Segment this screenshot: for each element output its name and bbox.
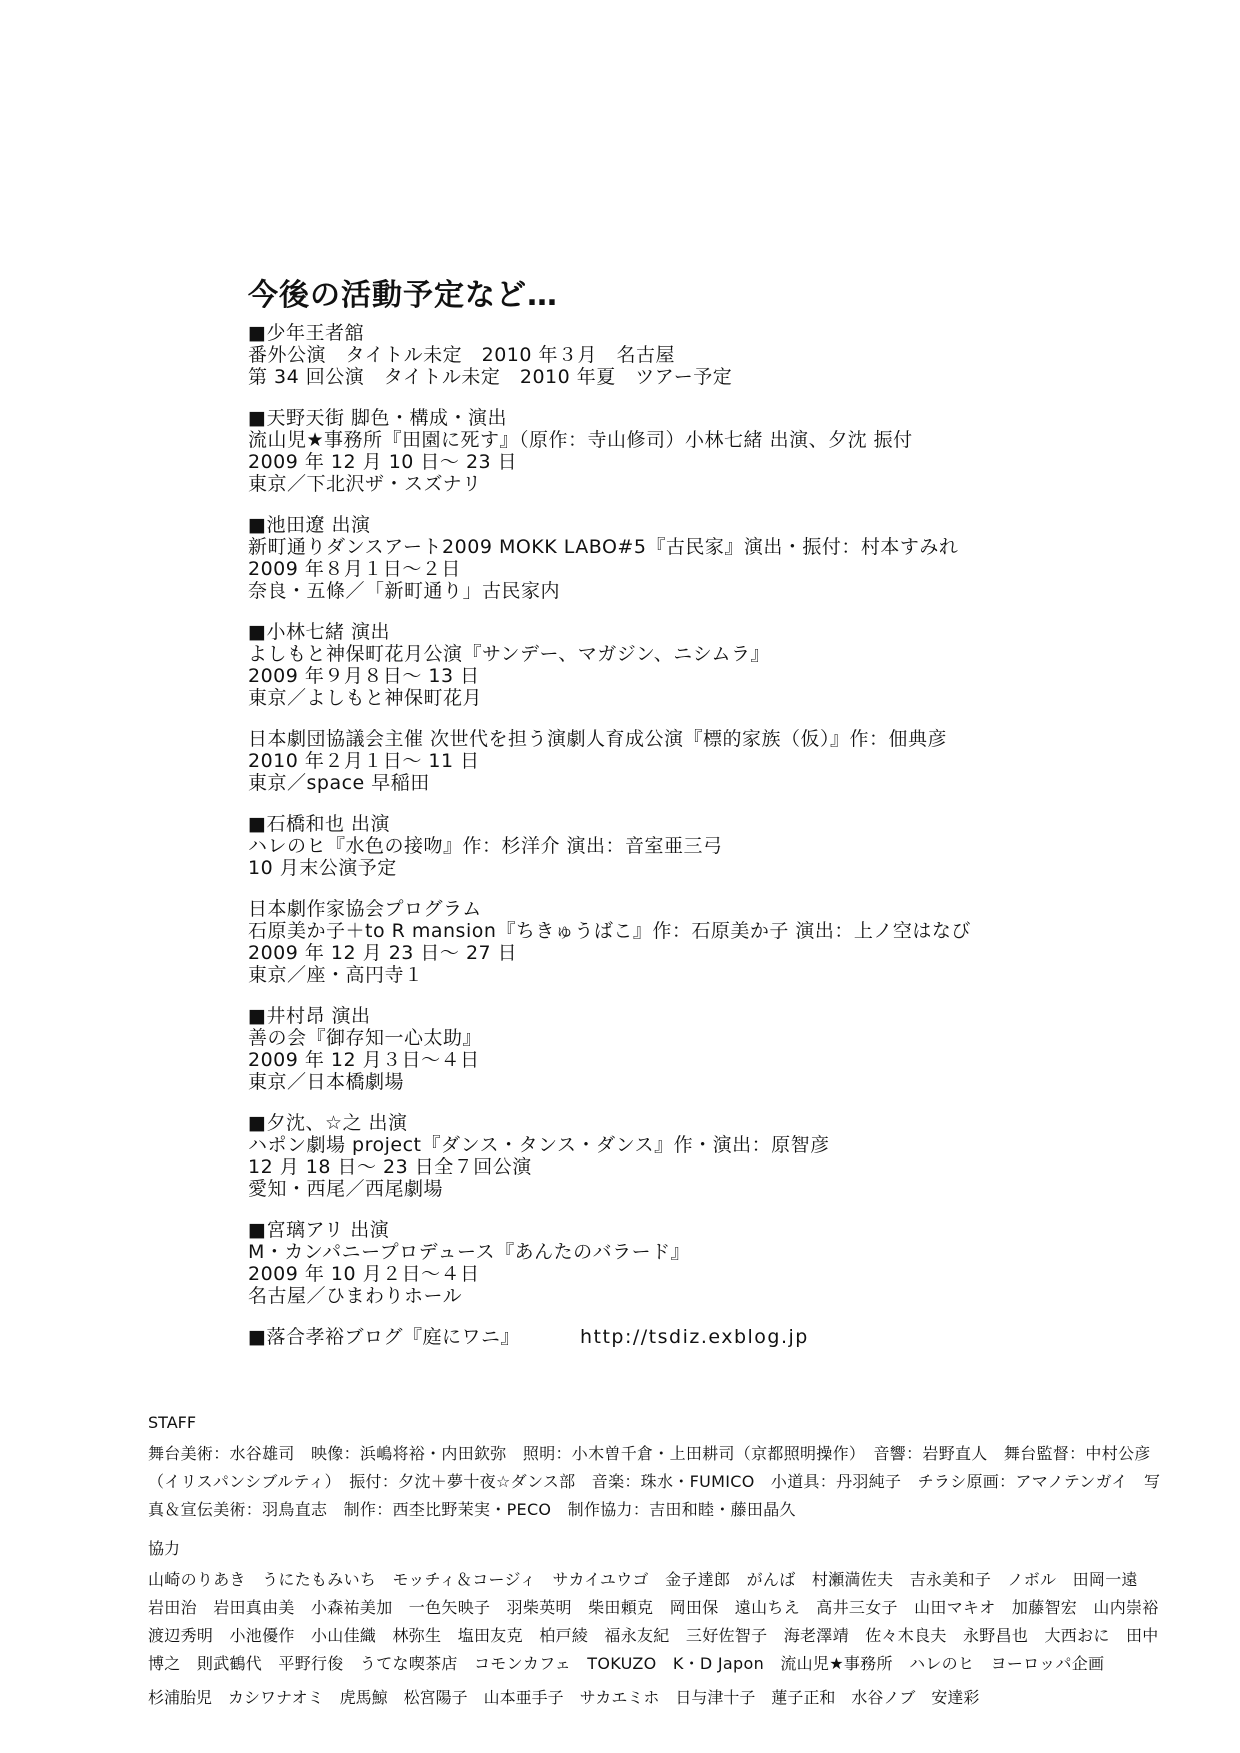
block-line: 流山児★事務所『田園に死す』（原作：寺山修司）小林七緒 出演、夕沈 振付 [248,429,913,451]
schedule-block [248,514,1148,602]
block-title: ■天野天街 脚色・構成・演出 [248,407,507,429]
block-line: 2009 年 12 月 10 日～ 23 日 [248,451,518,473]
block-line: 愛知・西尾／西尾劇場 [248,1178,444,1200]
block-line: 番外公演 タイトル未定 2010 年３月 名古屋 [248,344,676,366]
block-line: よしもと神保町花月公演『サンデー、マガジン、ニシムラ』 [248,643,771,665]
block-line: 2009 年 12 月３日～４日 [248,1049,480,1071]
block-line: 12 月 18 日～ 23 日全７回公演 [248,1156,532,1178]
schedule-block [248,1005,1148,1093]
block-line: 東京／座・高円寺１ [248,964,424,986]
block-line: 2009 年９月８日～ 13 日 [248,665,480,687]
schedule-block [248,1112,1148,1200]
block-line: 新町通りダンスアート2009 MOKK LABO#5『古民家』演出・振付：村本すみれ [248,536,959,558]
blog-line [248,1326,1148,1348]
blog-label: ■落合孝裕ブログ『庭にワニ』 [248,1326,520,1348]
cooperation-credits: 山崎のりあき うにたもみいち モッチィ＆コージィ サカイユウゴ 金子達郎 がんば 村瀬満佐夫 吉永美和子 ノボル 田岡一遠 岩田治 岩田真由美 小森祐美加 一色矢映子 羽柴英明 柴田頼克 岡田保 遠山ちえ 高井三女子 山田マキオ 加藤智宏 山内崇裕 渡辺秀明 小池優作 小山佳織 林弥生 塩田友克 柏戸綾 福永友紀 三好佐智子 海老澤靖 佐々木良夫 永野昌也 大西おに 田中博之 則武鶴代 平野行俊 うてな喫茶店 コモンカフェ TOKUZO K・D Japon 流山児★事務所 ハレのヒ ヨーロッパ企画 [148,1570,1175,1673]
block-line: 東京／日本橋劇場 [248,1071,405,1093]
blog-url: http://tsdiz.exblog.jp [579,1326,809,1348]
block-line: 善の会『御存知一心太助』 [248,1027,483,1049]
block-line: 2010 年２月１日～ 11 日 [248,750,480,772]
schedule-block [248,1219,1148,1307]
block-line: 石原美か子＋to R mansion『ちきゅうばこ』作：石原美か子 演出：上ノ空はなび [248,920,971,942]
block-line: 東京／よしもと神保町花月 [248,687,483,709]
activity-schedule [248,322,1148,1348]
credits-section [148,1412,1175,1712]
block-line: 東京／space 早稲田 [248,772,430,794]
cooperation-credits-final: 杉浦胎児 カシワナオミ 虎馬鯨 松宮陽子 山本亜手子 サカエミホ 日与津十子 蓮子正和 水谷ノブ 安達彩 [148,1688,980,1707]
block-line: 第 34 回公演 タイトル未定 2010 年夏 ツアー予定 [248,366,733,388]
block-title: ■井村昂 演出 [248,1005,371,1027]
schedule-block [248,728,1148,794]
schedule-block [248,621,1148,709]
block-line: 東京／下北沢ザ・スズナリ [248,473,482,495]
block-line: 2009 年 12 月 23 日～ 27 日 [248,942,518,964]
staff-credits: 舞台美術：水谷雄司 映像：浜嶋将裕・内田欽弥 照明：小木曽千倉・上田耕司（京都照明操作） 音響：岩野直人 舞台監督：中村公彦（イリスパンシブルティ） 振付：夕沈＋夢十夜☆ダンス部 音楽：珠水・FUMICO 小道具：丹羽純子 チラシ原画：アマノテンガイ 写真＆宣伝美術：羽鳥直志 制作：西杢比野茉実・PECO 制作協力：吉田和睦・藤田晶久 [148,1444,1161,1519]
block-title: 日本劇団協議会主催 次世代を担う演劇人育成公演『標的家族（仮）』作：佃典彦 [248,728,948,750]
cooperation-heading: 協力 [148,1539,181,1558]
staff-heading: STAFF [148,1413,197,1432]
block-title: 日本劇作家協会プログラム [248,898,482,920]
block-line: 2009 年８月１日～２日 [248,558,461,580]
block-title: ■池田遼 出演 [248,514,371,536]
block-title: ■少年王者舘 [248,322,364,344]
block-line: 2009 年 10 月２日～４日 [248,1263,480,1285]
block-line: M・カンパニープロデュース『あんたのバラード』 [248,1241,691,1263]
block-title: ■夕沈、☆之 出演 [248,1112,408,1134]
block-line: 10 月末公演予定 [248,857,397,879]
block-title: ■宮璃アリ 出演 [248,1219,390,1241]
block-title: ■小林七緒 演出 [248,621,390,643]
block-title: ■石橋和也 出演 [248,813,390,835]
schedule-block [248,813,1148,879]
schedule-block [248,407,1148,495]
block-line: ハポン劇場 project『ダンス・タンス・ダンス』作・演出：原智彦 [248,1134,830,1156]
schedule-block [248,322,1148,388]
schedule-block [248,898,1148,986]
block-line: ハレのヒ『水色の接吻』作：杉洋介 演出：音室亜三弓 [248,835,723,857]
page-title: 今後の活動予定など… [248,278,558,313]
block-line: 名古屋／ひまわりホール [248,1285,463,1307]
block-line: 奈良・五條／「新町通り」古民家内 [248,580,561,602]
